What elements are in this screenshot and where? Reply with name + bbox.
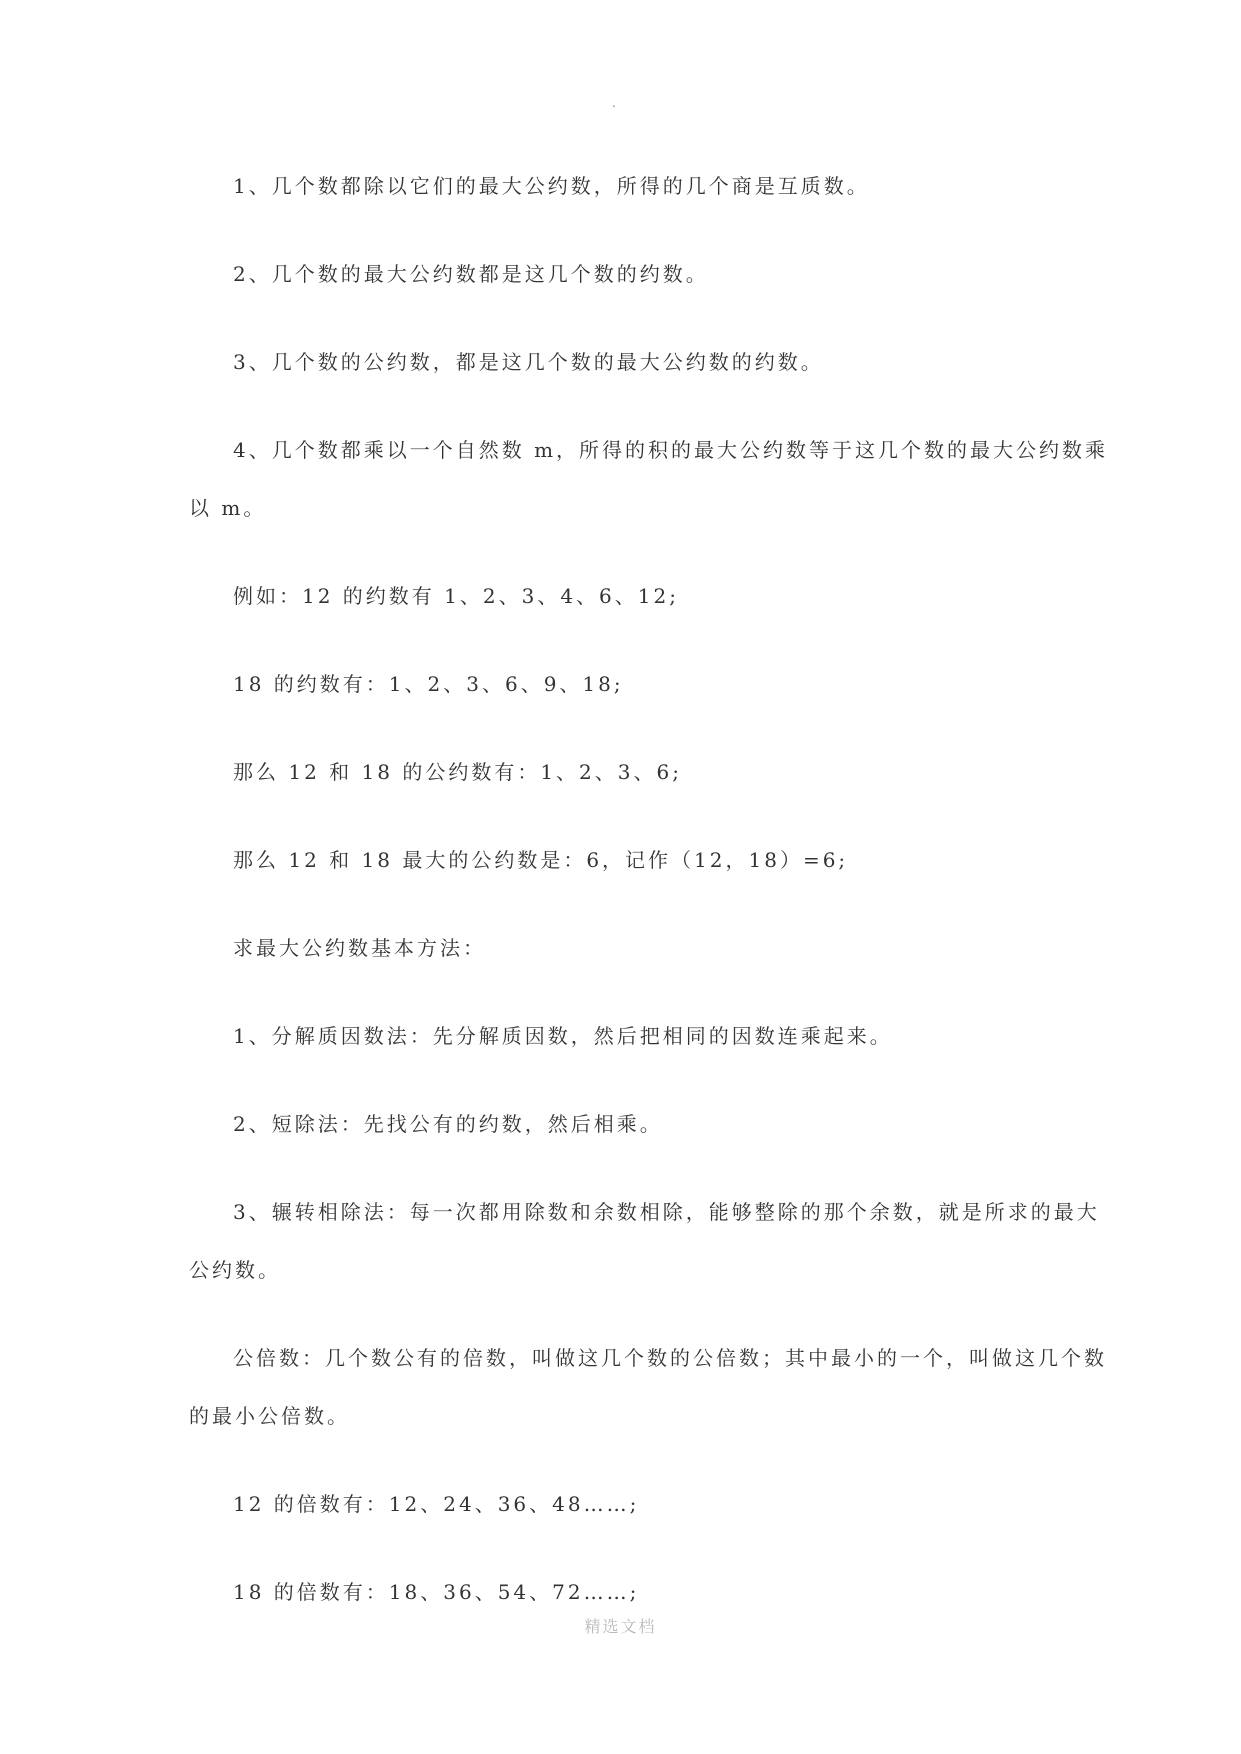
paragraph-methods-heading: 求最大公约数基本方法： [233,936,486,960]
paragraph-property-4-line-1: 4、几个数都乘以一个自然数 m，所得的积的最大公约数等于这几个数的最大公约数乘 [233,438,1109,462]
paragraph-gcd-result: 那么 12 和 18 最大的公约数是：6，记作（12，18）=6; [233,848,849,872]
page-footer: 精选文档 [584,1617,657,1636]
paragraph-property-2: 2、几个数的最大公约数都是这几个数的约数。 [233,262,709,286]
paragraph-multiples-18: 18 的倍数有：18、36、54、72……; [233,1580,640,1604]
paragraph-method-3-line-2: 公约数。 [189,1258,281,1282]
paragraph-common-multiple-line-2: 的最小公倍数。 [189,1404,350,1428]
paragraph-property-1: 1、几个数都除以它们的最大公约数，所得的几个商是互质数。 [233,174,870,198]
paragraph-method-2: 2、短除法：先找公有的约数，然后相乘。 [233,1112,663,1136]
paragraph-example-18: 18 的约数有：1、2、3、6、9、18; [233,672,624,696]
header-mark: . [612,96,616,110]
paragraph-common-multiple-line-1: 公倍数：几个数公有的倍数，叫做这几个数的公倍数；其中最小的一个，叫做这几个数 [233,1346,1107,1370]
paragraph-method-3-line-1: 3、辗转相除法：每一次都用除数和余数相除，能够整除的那个余数，就是所求的最大 [233,1200,1100,1224]
paragraph-property-4-line-2: 以 m。 [189,496,267,520]
paragraph-common-divisors: 那么 12 和 18 的公约数有：1、2、3、6; [233,760,682,784]
paragraph-property-3: 3、几个数的公约数，都是这几个数的最大公约数的约数。 [233,350,824,374]
paragraph-example-12: 例如：12 的约数有 1、2、3、4、6、12; [233,584,679,608]
paragraph-method-1: 1、分解质因数法：先分解质因数，然后把相同的因数连乘起来。 [233,1024,893,1048]
paragraph-multiples-12: 12 的倍数有：12、24、36、48……; [233,1492,640,1516]
